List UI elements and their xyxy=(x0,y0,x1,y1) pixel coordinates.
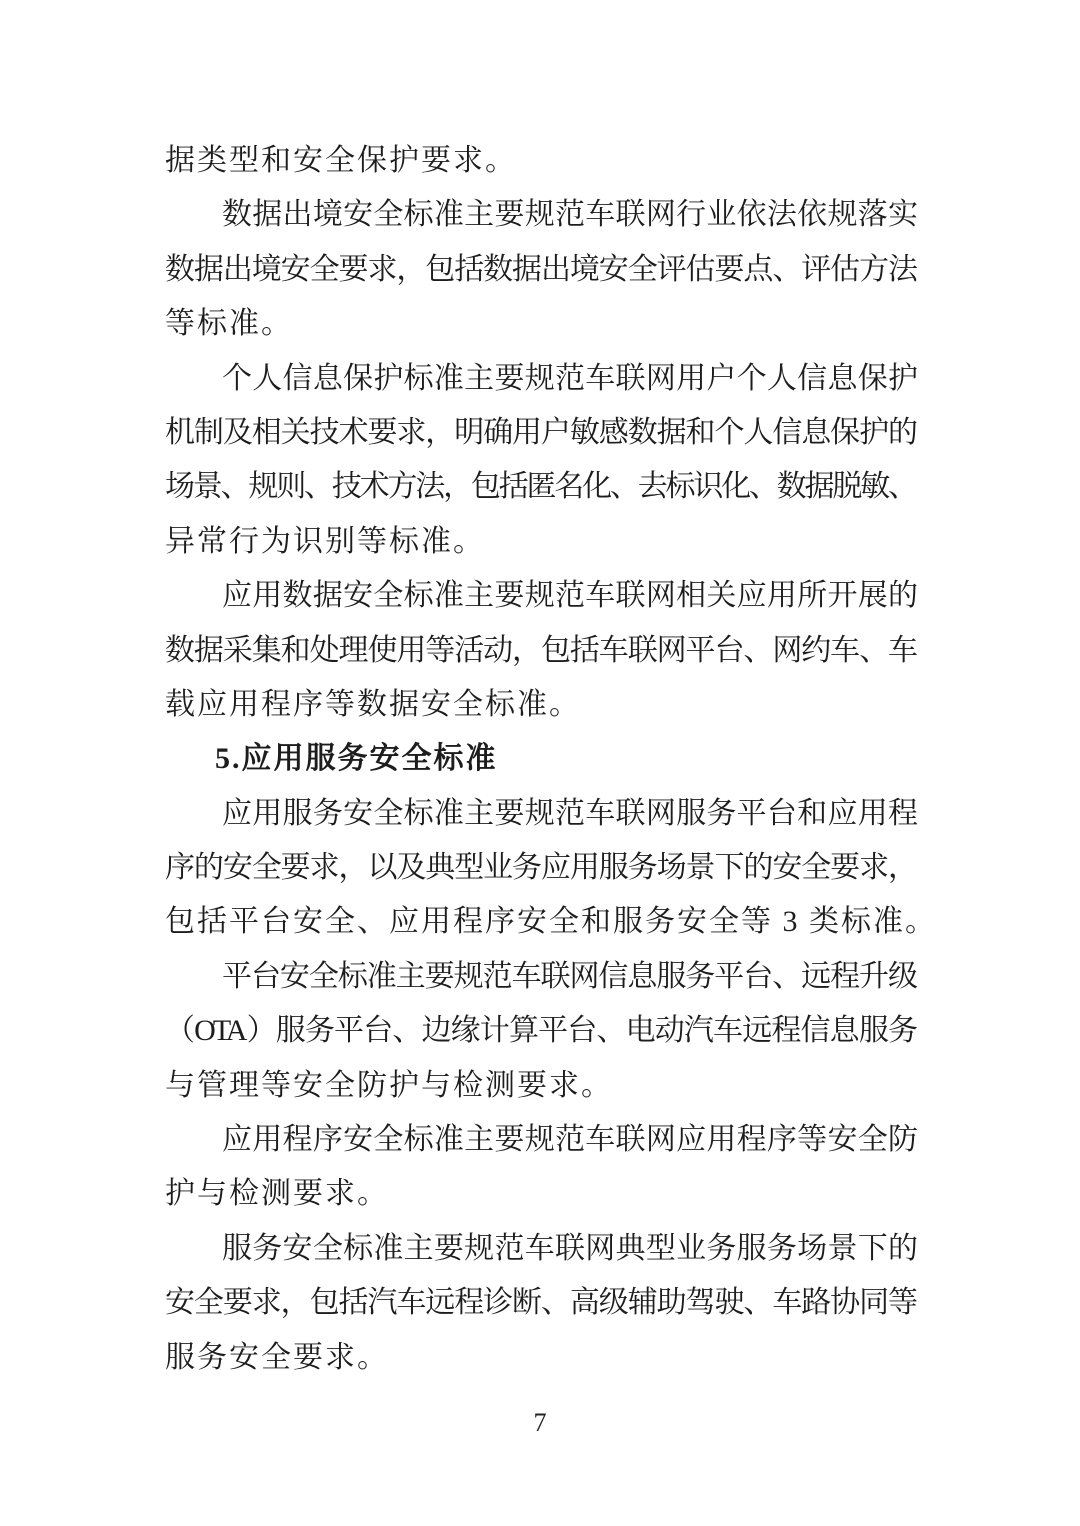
section-heading xyxy=(165,732,915,786)
text-line: 平台安全标准主要规范车联网信息服务平台、远程升级 xyxy=(222,959,915,993)
text-line: 数据出境安全标准主要规范车联网行业依法依规落实 xyxy=(222,198,915,232)
paragraph xyxy=(165,188,915,351)
text-line: 据类型和安全保护要求。 xyxy=(165,144,517,177)
paragraph xyxy=(165,950,915,1113)
text-line: 应用服务安全标准主要规范车联网服务平台和应用程 xyxy=(222,796,915,830)
text-line: 安全要求，包括汽车远程诊断、高级辅助驾驶、车路协同等 xyxy=(165,1286,915,1320)
heading-line: 5.应用服务安全标准 xyxy=(215,742,498,776)
paragraph xyxy=(165,352,915,570)
text-line: 异常行为识别等标准。 xyxy=(165,524,485,558)
paragraph xyxy=(165,787,937,950)
text-line: 等标准。 xyxy=(165,307,293,341)
text-line: 与管理等安全防护与检测要求。 xyxy=(165,1068,613,1102)
text-line: 应用数据安全标准主要规范车联网相关应用所开展的 xyxy=(222,579,915,613)
text-line: 机制及相关技术要求，明确用户敏感数据和个人信息保护的 xyxy=(165,415,915,449)
text-line: 护与检测要求。 xyxy=(165,1177,389,1211)
page-footer xyxy=(0,1408,1080,1438)
page-number: 7 xyxy=(533,1408,547,1437)
paragraph xyxy=(165,1222,915,1385)
text-line: 个人信息保护标准主要规范车联网用户个人信息保护 xyxy=(222,361,915,395)
paragraph xyxy=(165,134,915,188)
paragraph xyxy=(165,1113,915,1222)
text-line: 数据出境安全要求，包括数据出境安全评估要点、评估方法 xyxy=(165,252,915,286)
text-line: 服务安全要求。 xyxy=(165,1340,389,1374)
text-line: （OTA）服务平台、边缘计算平台、电动汽车远程信息服务 xyxy=(165,1014,915,1048)
document-body xyxy=(165,134,937,1385)
text-line: 包括平台安全、应用程序安全和服务安全等 3 类标准。 xyxy=(165,905,937,939)
paragraph xyxy=(165,569,915,732)
text-line: 数据采集和处理使用等活动，包括车联网平台、网约车、车 xyxy=(165,633,915,667)
text-line: 场景、规则、技术方法，包括匿名化、去标识化、数据脱敏、 xyxy=(165,470,915,504)
text-line: 序的安全要求，以及典型业务应用服务场景下的安全要求， xyxy=(165,851,915,885)
text-line: 服务安全标准主要规范车联网典型业务服务场景下的 xyxy=(222,1231,915,1265)
text-line: 应用程序安全标准主要规范车联网应用程序等安全防 xyxy=(222,1123,915,1157)
text-line: 载应用程序等数据安全标准。 xyxy=(165,687,581,721)
